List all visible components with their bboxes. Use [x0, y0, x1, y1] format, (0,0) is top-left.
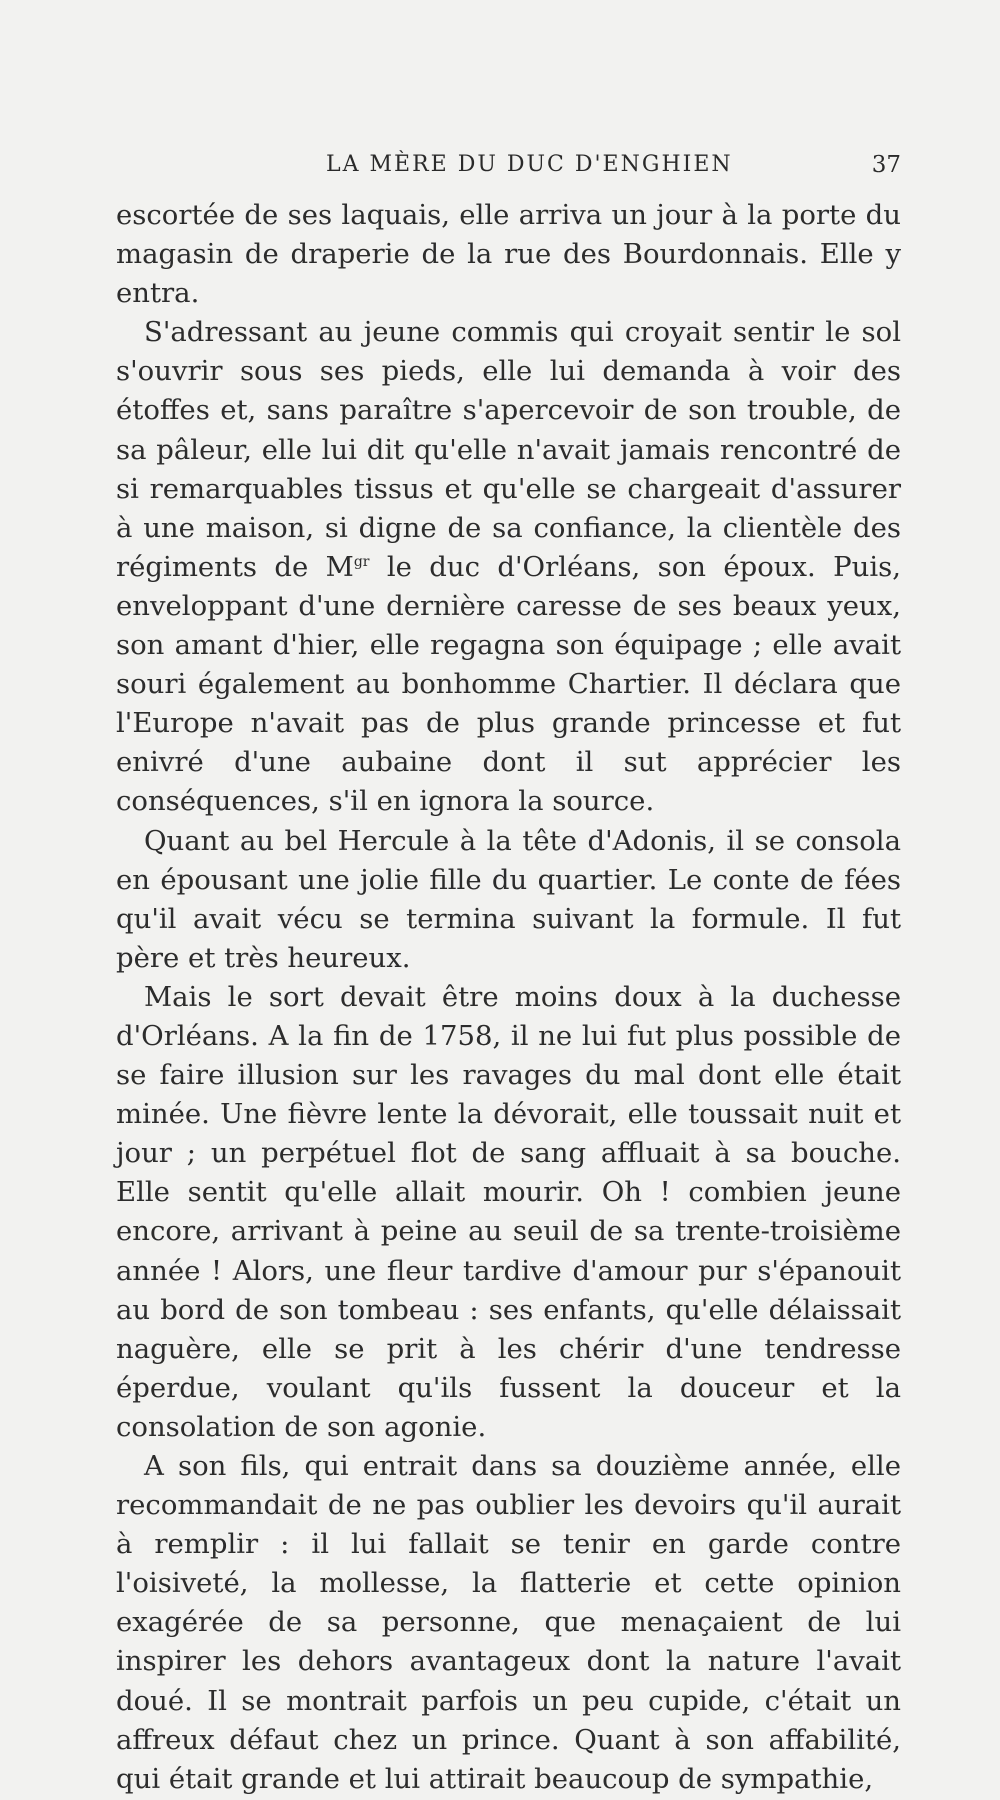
- paragraph-5: A son fils, qui entrait dans sa douzième année, elle recommandait de ne pas oublier les devoirs qu'il aurait à remplir : il lui fallait se tenir en garde contre l'oisiveté, la mollesse, la flatterie et cette opinion exagérée de sa personne, que menaçaient de lui inspirer les dehors avantageux dont la nature l'avait doué. Il se montrait parfois un peu cupide, c'était un affreux défaut chez un prince. Quant à son affabilité, qui était grande et lui attirait beaucoup de sympathie,: [116, 1450, 901, 1795]
- paragraph-3: Quant au bel Hercule à la tête d'Adonis, il se consola en épousant une jolie fille du quartier. Le conte de fées qu'il avait vécu se termina suivant la formule. Il fut père et très heureux.: [116, 824, 901, 974]
- running-title: LA MÈRE DU DUC D'ENGHIEN: [326, 152, 733, 177]
- body-text: [116, 196, 901, 1799]
- paragraph-4: Mais le sort devait être moins doux à la duchesse d'Orléans. A la fin de 1758, il ne lui fut plus possible de se faire illusion sur les ravages du mal dont elle était minée. Une fièvre lente la dévorait, elle toussait nuit et jour ; un perpétuel flot de sang affluait à sa bouche. Elle sentit qu'elle allait mourir. Oh ! combien jeune encore, arrivant à peine au seuil de sa trente-troisième année ! Alors, une fleur tardive d'amour pur s'épanouit au bord de son tombeau : ses enfants, qu'elle délaissait naguère, elle se prit à les chérir d'une tendresse éperdue, voulant qu'ils fussent la douceur et la consolation de son agonie.: [116, 980, 901, 1443]
- page-header: [116, 152, 901, 184]
- paragraph-1: escortée de ses laquais, elle arriva un jour à la porte du magasin de draperie de la rue des Bourdonnais. Elle y entra.: [116, 199, 901, 310]
- paragraph-2-tail: le duc d'Orléans, son époux. Puis, enveloppant d'une dernière caresse de ses beaux yeux, son amant d'hier, elle regagna son équipage ; elle avait souri également au bonhomme Chartier. Il déclara que l'Europe n'avait pas de plus grande princesse et fut enivré d'une aubaine dont il sut apprécier les conséquences, s'il en ignora la source.: [116, 550, 901, 818]
- page-number: 37: [871, 152, 901, 178]
- superscript-monseigneur: gr: [353, 553, 370, 570]
- paragraph-2: [116, 313, 901, 821]
- paragraph-2-text: S'adressant au jeune commis qui croyait sentir le sol s'ouvrir sous ses pieds, elle lui demanda à voir des étoffes et, sans paraître s'apercevoir de son trouble, de sa pâleur, elle lui dit qu'elle n'avait jamais rencontré de si remarquables tissus et qu'elle se chargeait d'assurer à une maison, si digne de sa confiance, la clientèle des régiments de M: [116, 316, 901, 583]
